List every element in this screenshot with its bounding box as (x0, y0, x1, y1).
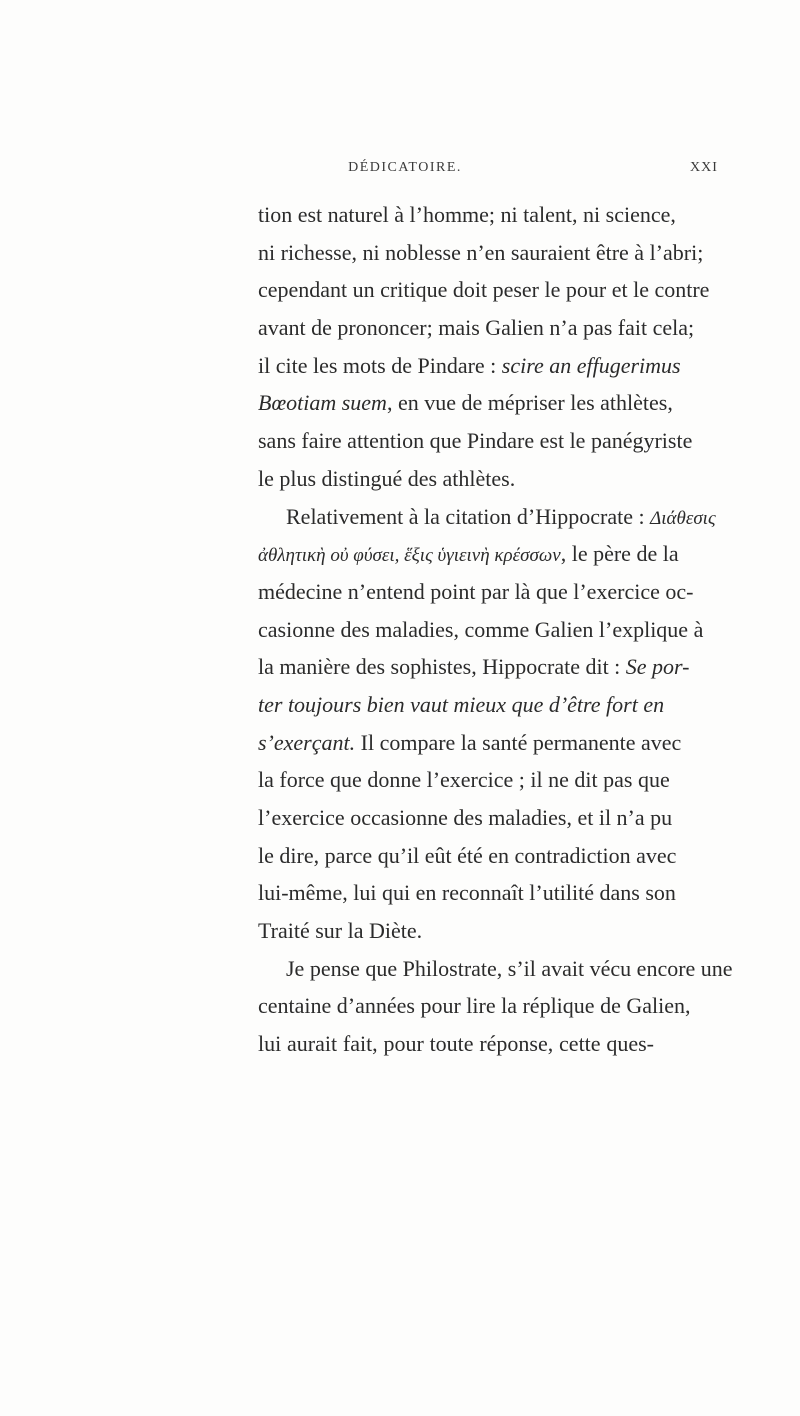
italic-text: Se por- (625, 654, 690, 680)
line-text: la force que donne l’exercice ; il ne dit pas que (258, 767, 670, 793)
text-line (258, 611, 704, 649)
line-text: la manière des sophistes, Hippocrate dit : (258, 654, 626, 680)
text-line (258, 686, 665, 724)
line-text: Relativement à la citation d’Hippocrate : (286, 503, 651, 529)
line-text: Il compare la santé permanente avec (355, 729, 682, 755)
text-line (258, 535, 679, 573)
text-line (258, 234, 704, 272)
line-text: le plus distingué des athlètes. (258, 465, 516, 491)
text-line (258, 422, 693, 460)
line-text: l’exercice occasionne des maladies, et il n’a pu (258, 805, 673, 830)
italic-text: s’exerçant. (258, 729, 356, 755)
text-line (258, 761, 670, 799)
line-text: ni richesse, ni noblesse n’en sauraient être à l’abri; (258, 239, 704, 265)
line-text: centaine d’années pour lire la réplique de Galien, (258, 993, 691, 1019)
running-title: DÉDICATOIRE. (348, 160, 462, 175)
line-text: avant de prononcer; mais Galien n’a pas fait cela; (258, 315, 695, 341)
italic-text: scire an effugerimus (501, 352, 681, 378)
text-line (258, 987, 691, 1025)
text-line (258, 460, 654, 498)
text-line (258, 196, 676, 234)
text-line (258, 837, 677, 875)
text-line (258, 950, 733, 988)
text-line (258, 309, 695, 347)
line-text: médecine n’entend point par là que l’exercice oc- (258, 578, 694, 604)
line-text: le dire, parce qu’il eût été en contradiction avec (258, 842, 677, 868)
line-text: Traité sur la Diète. (258, 918, 423, 944)
text-line (258, 874, 676, 912)
italic-text: ter toujours bien vaut mieux que d’être fort en (258, 691, 665, 717)
line-text: lui aurait fait, pour toute réponse, cette ques- (258, 1031, 654, 1057)
greek-quotation: ἀθλητικὴ οὐ φύσει, ἕξις ὑγιεινὴ κρέσσων (258, 545, 561, 567)
page-header (0, 160, 800, 184)
text-line (258, 912, 654, 950)
line-text: tion est naturel à l’homme; ni talent, ni science, (258, 202, 676, 227)
text-line (258, 648, 690, 686)
line-text: il cite les mots de Pindare : (258, 352, 502, 378)
text-line (258, 573, 694, 611)
italic-text: Bœotiam suem (258, 390, 387, 416)
text-line (258, 271, 710, 309)
text-line (258, 498, 716, 536)
page-number: XXI (690, 160, 718, 175)
body-text (258, 196, 733, 1063)
greek-quotation: Διάθεσις (650, 507, 716, 529)
text-line (258, 724, 682, 762)
line-text: , le père de la (560, 541, 679, 567)
line-text: , en vue de mépriser les athlètes, (386, 390, 673, 416)
line-text: Je pense que Philostrate, s’il avait vécu encore une (286, 955, 733, 981)
text-line (258, 347, 681, 385)
text-line (258, 1025, 654, 1063)
line-text: lui-même, lui qui en reconnaît l’utilité dans son (258, 880, 676, 906)
line-text: sans faire attention que Pindare est le panégyriste (258, 428, 693, 454)
text-line (258, 384, 673, 422)
line-text: casionne des maladies, comme Galien l’explique à (258, 616, 704, 642)
line-text: cependant un critique doit peser le pour et le contre (258, 277, 710, 303)
text-line (258, 799, 673, 837)
